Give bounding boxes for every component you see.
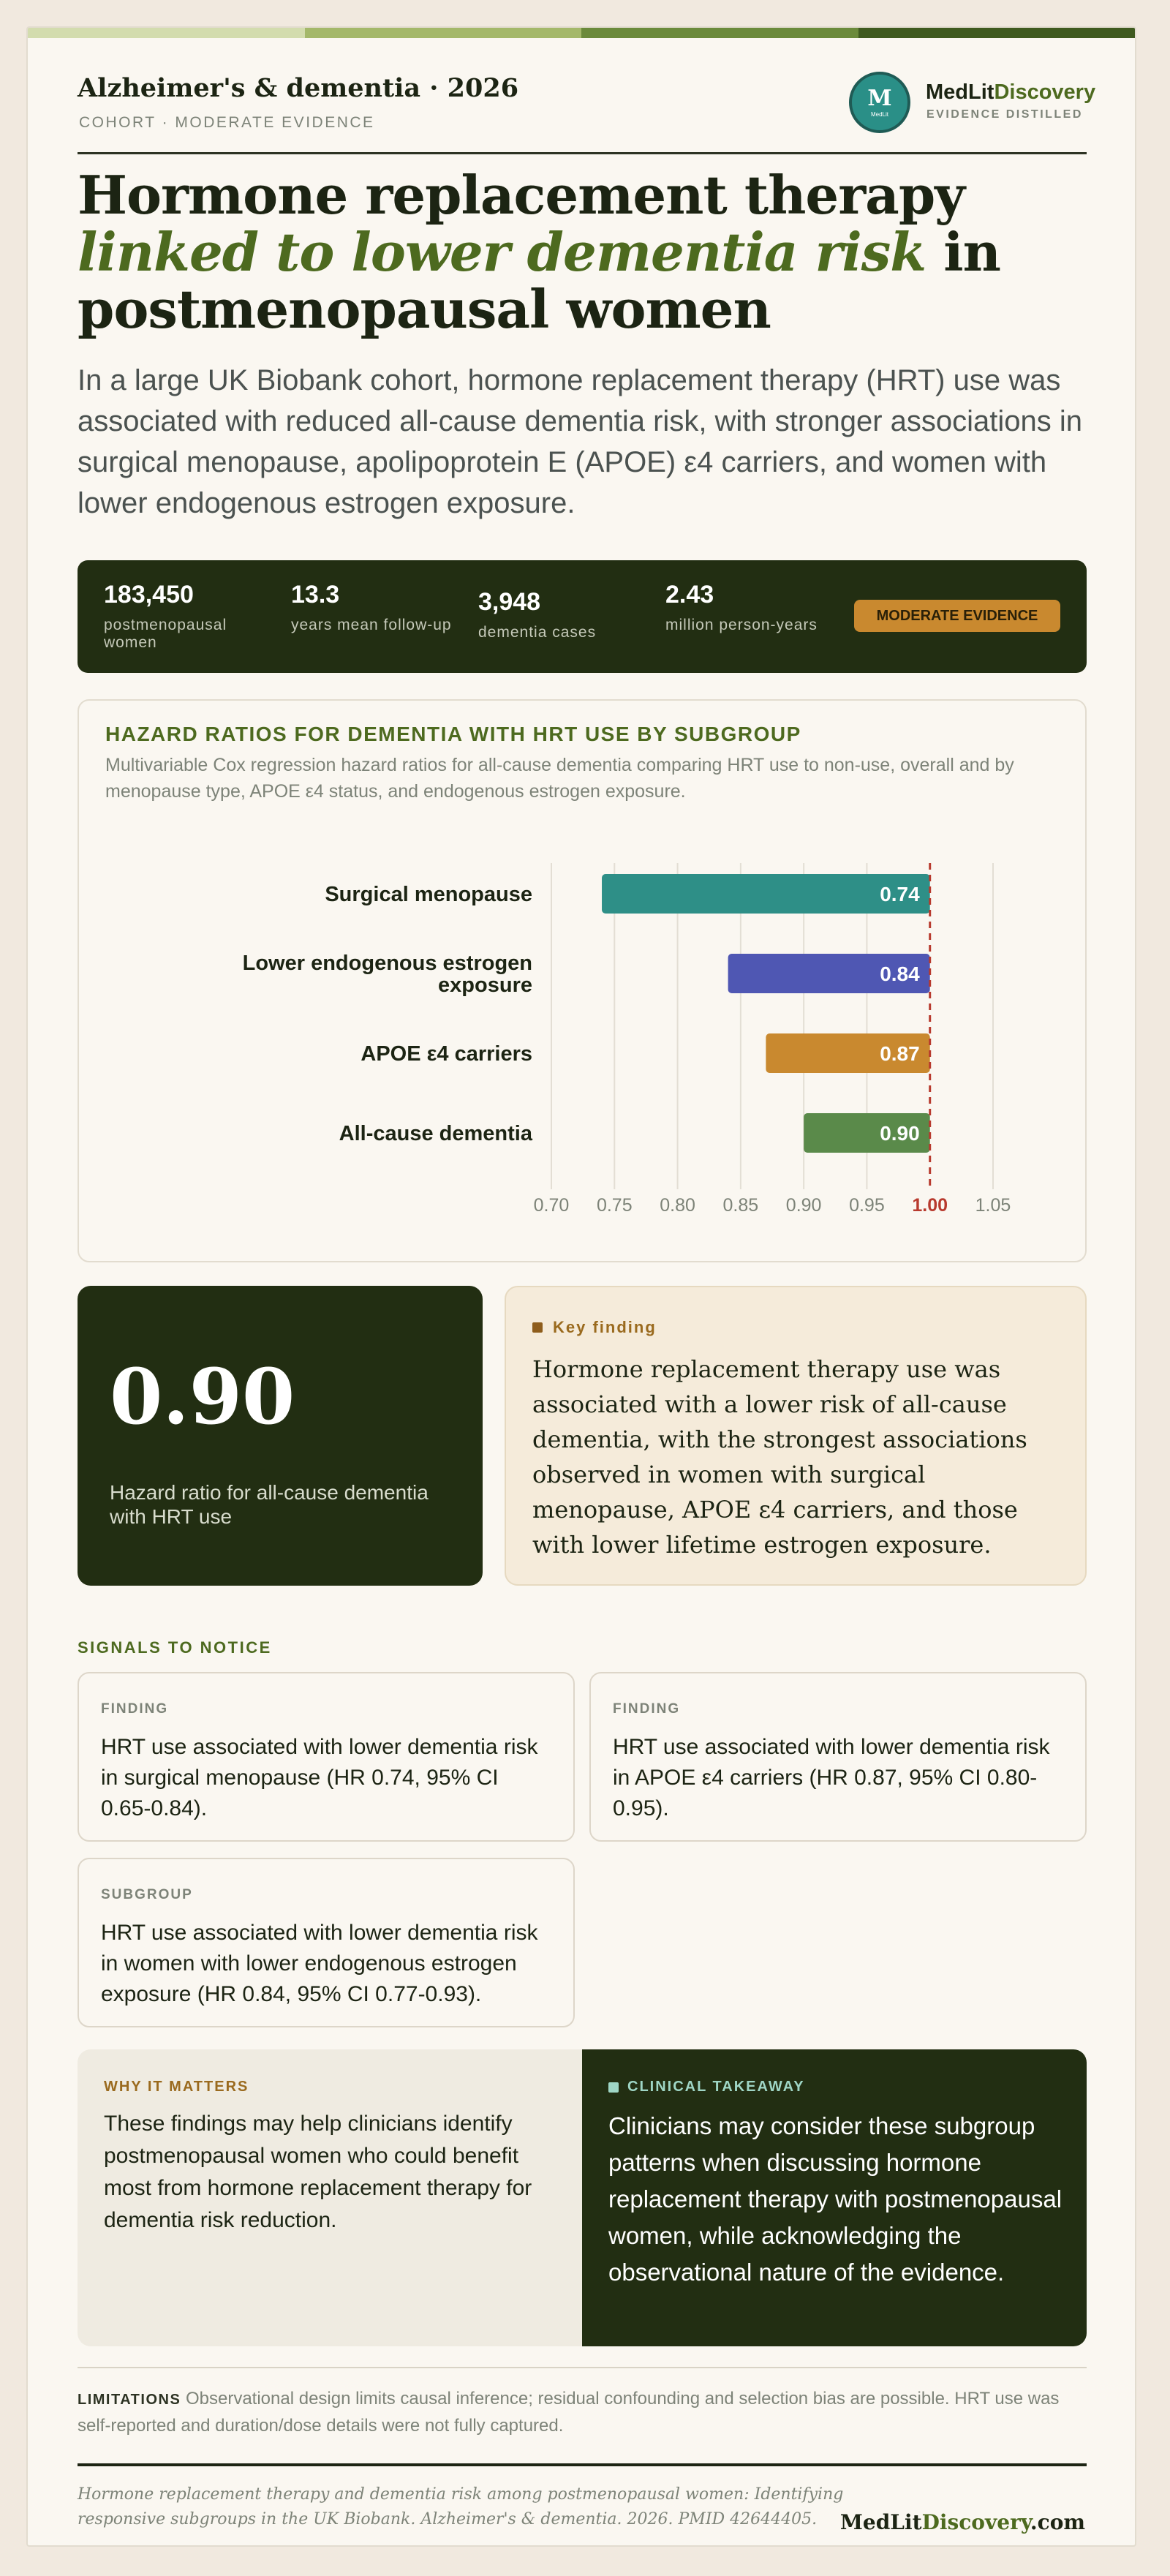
key-finding-tag-label: Key finding — [553, 1318, 657, 1336]
why-it-matters-text: These findings may help clinicians identify postmenopausal women who could benefit most from hormone replacement therapy for dementia risk reduction. — [104, 2112, 532, 2232]
stat-participants — [104, 581, 279, 652]
limitations-heading: LIMITATIONS — [78, 2392, 181, 2408]
header-divider — [78, 152, 1087, 154]
stat-value: 183,450 — [104, 581, 194, 609]
clinical-takeaway-text: Clinicians may consider these subgroup patterns when discussing hormone replacement therapy with postmenopausal women, while acknowledging the observational nature of the evidence. — [608, 2112, 1063, 2286]
logo-small-text: MedLit — [870, 110, 888, 118]
stat-label: years mean follow-up — [291, 617, 452, 633]
signals-heading: SIGNALS TO NOTICE — [78, 1638, 272, 1657]
stats-band — [78, 560, 1087, 673]
square-bullet-icon — [532, 1322, 543, 1333]
brand-tagline: EVIDENCE DISTILLED — [926, 108, 1083, 121]
footer-brand-part: MedLit — [839, 2510, 922, 2534]
chart-description: Multivariable Cox regression hazard ratios for all-cause dementia comparing HRT use to non-use, overall and by menopause type, APOE ε4 status, and endogenous estrogen exposure. — [105, 755, 1014, 802]
headline-stat-label: Hazard ratio for all-cause dementia with HRT use — [110, 1481, 429, 1528]
top-bar-segment — [28, 28, 305, 38]
x-tick-label: 0.80 — [660, 1195, 695, 1216]
journal-title: Alzheimer's & dementia · 2026 — [78, 73, 519, 103]
hazard-ratio-chart-panel — [78, 699, 1087, 1262]
summary-lede: In a large UK Biobank cohort, hormone replacement therapy (HRT) use was associated with reduced all-cause dementia risk, with stronger associations in surgical menopause, apolipoprotein E (APOE) ε4 carriers, and women with lower endogenous estrogen exposure. — [78, 364, 1083, 519]
stat-value: 2.43 — [665, 581, 714, 609]
clinical-takeaway-tag-label: CLINICAL TAKEAWAY — [627, 2079, 805, 2095]
top-bar-segment — [305, 28, 582, 38]
evidence-badge: MODERATE EVIDENCE — [854, 600, 1060, 632]
headline-hazard-ratio: 0.90 — [110, 1352, 295, 1442]
limitations-divider — [78, 2367, 1087, 2368]
square-bullet-icon — [608, 2082, 619, 2093]
title-highlight: linked to lower dementia risk — [78, 221, 926, 283]
category-label: All-cause dementia — [339, 1122, 532, 1145]
limitations — [78, 2386, 1087, 2439]
signal-tag: FINDING — [101, 1701, 169, 1717]
signal-card — [78, 1672, 575, 1842]
signal-text: HRT use associated with lower dementia risk in APOE ε4 carriers (HR 0.87, 95% CI 0.80-0.95). — [613, 1735, 1050, 1820]
brand-name-accent: Discovery — [994, 80, 1096, 104]
brand-name-part: MedLit — [926, 80, 994, 104]
x-tick-label: 0.95 — [849, 1195, 885, 1216]
category-label: Surgical menopause — [325, 883, 532, 906]
stat-label: postmenopausal women — [104, 617, 227, 651]
top-color-bar — [28, 28, 1135, 38]
x-tick-label: 0.90 — [785, 1195, 822, 1216]
why-it-matters-tag: WHY IT MATTERS — [104, 2079, 249, 2095]
stat-cases — [478, 588, 654, 641]
x-tick-label: 0.85 — [722, 1195, 759, 1216]
title-part: in postmenopausal women — [78, 221, 1000, 340]
stat-label: dementia cases — [478, 624, 597, 641]
signal-text: HRT use associated with lower dementia risk in women with lower endogenous estrogen exposure (HR 0.84, 95% CI 0.77-0.93). — [101, 1921, 538, 2006]
footer-brand — [840, 2510, 1085, 2534]
bar-value-label: 0.87 — [880, 1042, 920, 1065]
stat-follow-up — [291, 581, 467, 634]
stat-label: million person-years — [665, 617, 818, 633]
category-label: APOE ε4 carriers — [361, 1042, 532, 1066]
signal-tag: FINDING — [613, 1701, 681, 1717]
bar-value-label: 0.74 — [880, 883, 920, 905]
clinical-takeaway-tag — [608, 2079, 805, 2095]
stat-value: 3,948 — [478, 588, 541, 616]
hazard-ratio-bar-chart — [79, 701, 1088, 1264]
limitations-text: Observational design limits causal inference; residual confounding and selection bias are possible. HRT use was self-reported and duration/dose details were not fully captured. — [78, 2389, 1060, 2436]
key-finding-text: Hormone replacement therapy use was associated with a lower risk of all-cause dementia, with the strongest associations observed in women with surgical menopause, APOE ε4 carriers, and those with lower lifetime estrogen exposure. — [532, 1355, 1027, 1559]
logo-mark: M — [867, 85, 892, 111]
bar-value-label: 0.90 — [880, 1122, 920, 1145]
x-tick-label: 1.05 — [975, 1195, 1011, 1216]
top-bar-segment — [858, 28, 1136, 38]
study-type-subline: COHORT · MODERATE EVIDENCE — [79, 114, 375, 131]
signal-card — [589, 1672, 1087, 1842]
why-it-matters-panel — [78, 2049, 582, 2346]
clinical-takeaway-panel — [582, 2049, 1087, 2346]
chart-title: HAZARD RATIOS FOR DEMENTIA WITH HRT USE BY SUBGROUP — [105, 723, 801, 745]
page-title — [78, 164, 1101, 340]
headline-stat-panel — [78, 1286, 483, 1586]
x-tick-label: 0.70 — [533, 1195, 570, 1216]
key-finding-panel — [505, 1286, 1087, 1586]
signal-card — [78, 1858, 575, 2027]
x-tick-label: 0.75 — [596, 1195, 633, 1216]
brand-name — [926, 80, 1095, 105]
footer-divider — [78, 2463, 1087, 2466]
citation: Hormone replacement therapy and dementia risk among postmenopausal women: Identifying responsive subgroups in the UK Biobank. Alzheimer's & dementia. 2026. PMID 42644405. — [78, 2485, 844, 2528]
top-bar-segment — [581, 28, 858, 38]
infographic-card — [26, 26, 1136, 2547]
stat-person-years — [665, 581, 841, 634]
stat-value: 13.3 — [291, 581, 340, 609]
key-finding-tag — [532, 1318, 657, 1337]
signal-text: HRT use associated with lower dementia risk in surgical menopause (HR 0.74, 95% CI 0.65-0.84). — [101, 1735, 538, 1820]
category-label: Lower endogenous estrogen exposure — [242, 952, 532, 997]
x-tick-label: 1.00 — [912, 1195, 948, 1216]
bar-value-label: 0.84 — [880, 963, 920, 985]
signal-tag: SUBGROUP — [101, 1887, 193, 1902]
title-part: Hormone replacement therapy — [78, 164, 965, 226]
medlit-logo — [849, 72, 910, 133]
footer-brand-domain: .com — [1030, 2510, 1085, 2534]
footer-brand-accent: Discovery — [921, 2510, 1030, 2534]
